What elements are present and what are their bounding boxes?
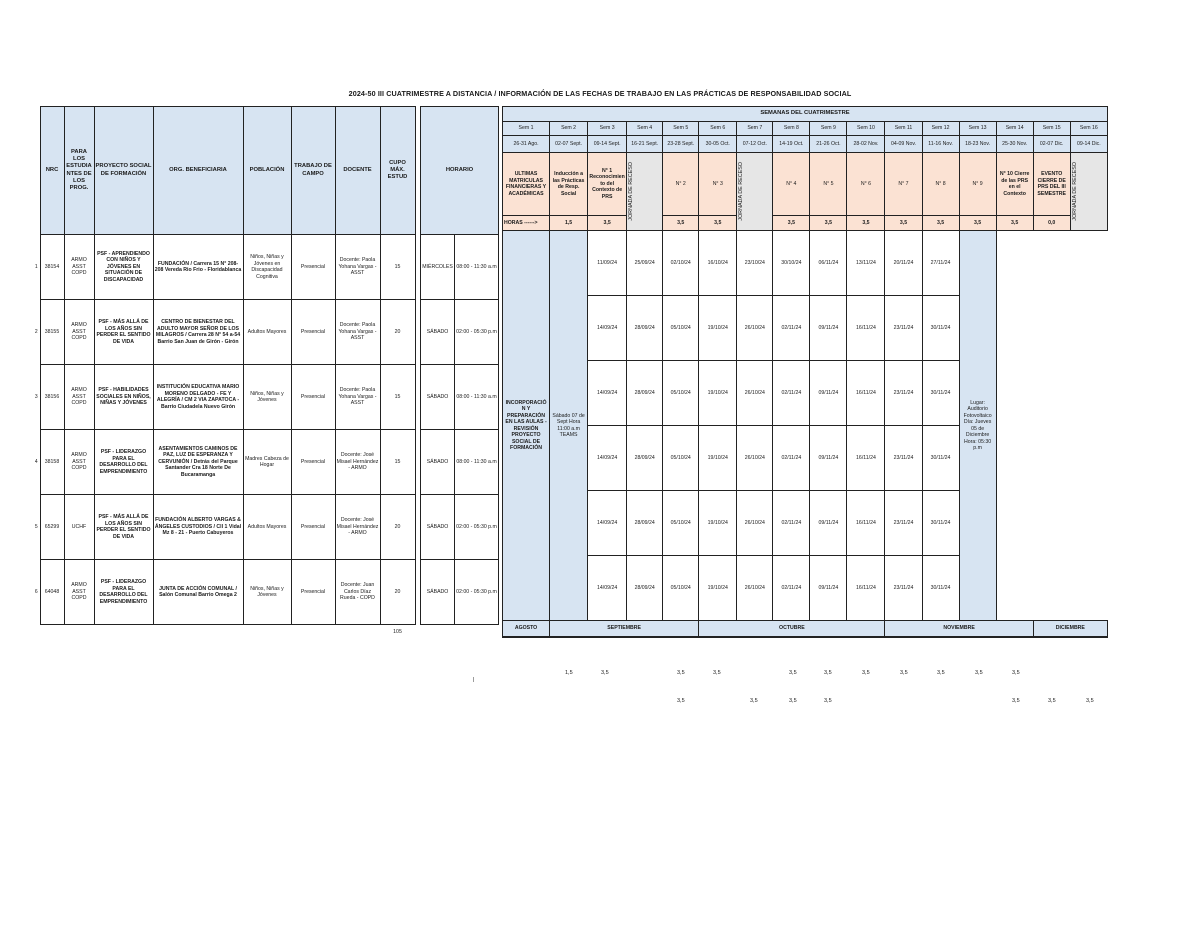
activity-sem9: N° 5 <box>810 153 847 216</box>
cell-dia: SÁBADO <box>421 560 455 625</box>
cell-trabajo: Presencial <box>291 560 335 625</box>
table-row <box>33 235 415 300</box>
date-sem11: 09/11/24 <box>810 426 847 491</box>
row-number: 1 <box>34 263 38 270</box>
date-sem6: 05/10/24 <box>663 296 699 361</box>
date-sem13: 23/11/24 <box>885 361 922 426</box>
activity-sem15: EVENTO CIERRE DE PRS DEL III SEMESTRE <box>1033 153 1070 216</box>
horas-sem13: 3,5 <box>959 216 996 231</box>
cell-nrc: 38154 <box>40 235 64 300</box>
date-sem11: 09/11/24 <box>810 491 847 556</box>
horas-sem14: 3,5 <box>996 216 1033 231</box>
cell-hora: 02:00 - 05:30 p.m <box>455 300 499 365</box>
date-sem13: 23/11/24 <box>885 491 922 556</box>
table-row <box>33 560 415 625</box>
horas-sem12: 3,5 <box>922 216 959 231</box>
activity-sem11: N° 7 <box>885 153 922 216</box>
horario-row <box>421 430 499 495</box>
footer-hours: 3,5 <box>1086 698 1094 704</box>
date-sem5: 28/09/24 <box>627 491 663 556</box>
footer-hours: 3,5 <box>862 670 870 676</box>
date-sem10: 02/11/24 <box>773 491 810 556</box>
cell-org: CENTRO DE BIENESTAR DEL ADULTO MAYOR SEÑOR DE LOS MILAGROS / Carrera 28 N° 54 a-54 Barrio San Juan de Girón - Girón <box>153 300 243 365</box>
table-row <box>33 300 415 365</box>
date-sem11: 09/11/24 <box>810 296 847 361</box>
footer-hours: 3,5 <box>677 698 685 704</box>
week-date: 30-05 Oct. <box>699 136 737 153</box>
weeks-row <box>503 426 1108 491</box>
weeks-row <box>503 296 1108 361</box>
row-number: 6 <box>34 588 38 595</box>
footer-hours: 3,5 <box>975 670 983 676</box>
date-sem10: 02/11/24 <box>773 361 810 426</box>
activity-sem5: N° 2 <box>663 153 699 216</box>
footer-hours: 1,5 <box>565 670 573 676</box>
header-horario: HORARIO <box>421 107 499 235</box>
week-date: 26-31 Ago. <box>503 136 550 153</box>
date-sem12: 16/11/24 <box>847 361 885 426</box>
week-name: Sem 13 <box>959 122 996 136</box>
date-sem9: 23/10/24 <box>737 231 773 296</box>
week-date: 28-02 Nov. <box>847 136 885 153</box>
cell-org: FUNDACIÓN ALBERTO VARGAS & ÁNGELES CUSTODIOS / Cll 1 Vidal Mz 8 - 21 - Puerto Cabuyeros <box>153 495 243 560</box>
month-label: OCTUBRE <box>699 621 885 637</box>
footer-hours: 3,5 <box>789 698 797 704</box>
date-sem12: 16/11/24 <box>847 556 885 621</box>
cell-proyecto: PSF - LIDERAZGO PARA EL DESARROLLO DEL EMPRENDIMIENTO <box>94 430 153 495</box>
cell-poblacion: Madres Cabeza de Hogar <box>243 430 291 495</box>
cell-hora: 08:00 - 11:30 a.m <box>455 365 499 430</box>
week-date: 21-26 Oct. <box>810 136 847 153</box>
receso-column <box>1070 153 1107 231</box>
date-sem10: 30/10/24 <box>773 231 810 296</box>
cell-org: ASENTAMIENTOS CAMINOS DE PAZ, LUZ DE ESPERANZA Y CERVUNIÓN / Detrás del Parque Santander Cra 18 Norte De Bucaramanga <box>153 430 243 495</box>
horas-sem5: 3,5 <box>663 216 699 231</box>
week-name: Sem 9 <box>810 122 847 136</box>
month-label: SEPTIEMBRE <box>550 621 699 637</box>
cell-nrc: 64048 <box>40 560 64 625</box>
week-date: 16-21 Sept. <box>627 136 663 153</box>
week-date: 11-16 Nov. <box>922 136 959 153</box>
date-sem3: 14/09/24 <box>588 296 627 361</box>
date-sem9: 26/10/24 <box>737 556 773 621</box>
projects-table <box>33 106 416 639</box>
cell-cupo: 15 <box>380 235 415 300</box>
week-name: Sem 16 <box>1070 122 1107 136</box>
date-sem13: 23/11/24 <box>885 556 922 621</box>
date-sem14: 30/11/24 <box>922 361 959 426</box>
week-name: Sem 2 <box>550 122 588 136</box>
cell-hora: 02:00 - 05:30 p.m <box>455 495 499 560</box>
month-label: NOVIEMBRE <box>885 621 1033 637</box>
horas-sem6: 3,5 <box>699 216 737 231</box>
footer-hours: 3,5 <box>789 670 797 676</box>
activity-sem10: N° 6 <box>847 153 885 216</box>
date-sem9: 26/10/24 <box>737 296 773 361</box>
weeks-row <box>503 556 1108 621</box>
header-docente: DOCENTE <box>335 107 380 235</box>
cell-dia: SÁBADO <box>421 300 455 365</box>
cell-nrc: 38158 <box>40 430 64 495</box>
horas-sem3: 3,5 <box>588 216 627 231</box>
activity-sem1: ULTIMAS MATRICULAS FINANCIERAS Y ACADÉMICAS <box>503 153 550 216</box>
merged-sem2: Sábado 07 de Sept Hora 11:00 a.m TEAMS <box>550 231 588 621</box>
date-sem12: 16/11/24 <box>847 426 885 491</box>
cell-nrc: 38156 <box>40 365 64 430</box>
date-sem8: 19/10/24 <box>699 361 737 426</box>
date-sem3: 14/09/24 <box>588 426 627 491</box>
header-trabajo: TRABAJO DE CAMPO <box>291 107 335 235</box>
month-label: AGOSTO <box>503 621 550 637</box>
row-number: 3 <box>34 393 38 400</box>
date-sem3: 11/09/24 <box>588 231 627 296</box>
week-date: 18-23 Nov. <box>959 136 996 153</box>
table-row <box>33 495 415 560</box>
receso-column <box>737 153 773 231</box>
week-date: 23-28 Sept. <box>663 136 699 153</box>
page-title: 2024-50 III CUATRIMESTRE A DISTANCIA / INFORMACIÓN DE LAS FECHAS DE TRABAJO EN LAS PRÁCTICAS DE RESPONSABILIDAD SOCIAL <box>348 89 852 98</box>
date-sem8: 19/10/24 <box>699 491 737 556</box>
header-cupo: CUPO MÁX. ESTUD <box>380 107 415 235</box>
table-row <box>33 430 415 495</box>
cell-para: UCHF <box>64 495 94 560</box>
merged-sem15: Lugar: Auditorio Fotovoltaico Día: Jueves 05 de Diciembre Hora: 05:30 p.m <box>959 231 996 621</box>
cell-docente: Docente: José Misael Hernández - ARMO <box>335 495 380 560</box>
cell-org: FUNDACIÓN / Carrera 15 N° 208-208 Vereda Rio Frio - Floridablanca <box>153 235 243 300</box>
cell-cupo: 20 <box>380 495 415 560</box>
week-name: Sem 8 <box>773 122 810 136</box>
cell-hora: 08:00 - 11:30 a.m <box>455 430 499 495</box>
horas-sem9: 3,5 <box>810 216 847 231</box>
header-proyecto: PROYECTO SOCIAL DE FORMACIÓN <box>94 107 153 235</box>
header-poblacion: POBLACIÓN <box>243 107 291 235</box>
cell-nrc: 38155 <box>40 300 64 365</box>
cell-docente: Docente: Paola Yohana Vargas - ASST <box>335 300 380 365</box>
activity-sem3: N° 1 Reconocimiento del Contexto de PRS <box>588 153 627 216</box>
receso-label: JORNADA DE RECESO <box>628 162 635 221</box>
date-sem8: 19/10/24 <box>699 556 737 621</box>
date-sem5: 28/09/24 <box>627 426 663 491</box>
footer-hours: 3,5 <box>824 670 832 676</box>
date-sem10: 02/11/24 <box>773 556 810 621</box>
date-sem5: 28/09/24 <box>627 556 663 621</box>
horario-row <box>421 365 499 430</box>
activity-sem13: N° 9 <box>959 153 996 216</box>
activity-sem2: Inducción a las Prácticas de Resp. Social <box>550 153 588 216</box>
date-sem14: 30/11/24 <box>922 426 959 491</box>
cell-hora: 02:00 - 05:30 p.m <box>455 560 499 625</box>
date-sem6: 02/10/24 <box>663 231 699 296</box>
cell-poblacion: Adultos Mayores <box>243 495 291 560</box>
horario-row <box>421 560 499 625</box>
row-number: 2 <box>34 328 38 335</box>
footer-hours: 3,5 <box>713 670 721 676</box>
horario-row <box>421 235 499 300</box>
cell-org: INSTITUCIÓN EDUCATIVA MARIO MORENO DELGADO - FE Y ALEGRÍA / CM 2 VIA ZAPATOCA - Barrio Ciudadela Nuevo Girón <box>153 365 243 430</box>
date-sem14: 27/11/24 <box>922 231 959 296</box>
horas-sem10: 3,5 <box>847 216 885 231</box>
week-date: 02-07 Sept. <box>550 136 588 153</box>
week-date: 09-14 Sept. <box>588 136 627 153</box>
activity-sem6: N° 3 <box>699 153 737 216</box>
footer-mark: | <box>473 677 475 683</box>
receso-label: JORNADA DE RECESO <box>738 162 745 221</box>
cell-poblacion: Niños, Niñas y Jóvenes en Discapacidad Cognitiva <box>243 235 291 300</box>
date-sem10: 02/11/24 <box>773 426 810 491</box>
merged-sem1: INCORPORACIÓN Y PREPARACIÓN EN LAS AULAS - REVISIÓN PROYECTO SOCIAL DE FORMACIÓN <box>503 231 550 621</box>
date-sem6: 05/10/24 <box>663 426 699 491</box>
date-sem14: 30/11/24 <box>922 556 959 621</box>
cell-para: ARMO ASST COPD <box>64 430 94 495</box>
cell-docente: Docente: Paola Yohana Vargas - ASST <box>335 365 380 430</box>
week-date: 07-12 Oct. <box>737 136 773 153</box>
weeks-title: SEMANAS DEL CUATRIMESTRE <box>503 107 1108 122</box>
total-cupo: 105 <box>393 628 402 635</box>
footer-hours: 3,5 <box>1012 698 1020 704</box>
header-para: PARA LOS ESTUDIANTES DE LOS PROG. <box>64 107 94 235</box>
week-name: Sem 6 <box>699 122 737 136</box>
cell-dia: SÁBADO <box>421 430 455 495</box>
date-sem8: 19/10/24 <box>699 426 737 491</box>
cell-para: ARMO ASST COPD <box>64 235 94 300</box>
week-date: 02-07 Dic. <box>1033 136 1070 153</box>
cell-poblacion: Adultos Mayores <box>243 300 291 365</box>
date-sem5: 28/09/24 <box>627 361 663 426</box>
cell-para: ARMO ASST COPD <box>64 365 94 430</box>
footer-hours: 3,5 <box>824 698 832 704</box>
cell-trabajo: Presencial <box>291 300 335 365</box>
cell-proyecto: PSF - APRENDIENDO CON NIÑOS Y JÓVENES EN SITUACIÓN DE DISCAPACIDAD <box>94 235 153 300</box>
footer-hours: 3,5 <box>1048 698 1056 704</box>
row-number: 4 <box>34 458 38 465</box>
date-sem10: 02/11/24 <box>773 296 810 361</box>
cell-cupo: 15 <box>380 365 415 430</box>
header-org: ORG. BENEFICIARIA <box>153 107 243 235</box>
cell-proyecto: PSF - LIDERAZGO PARA EL DESARROLLO DEL EMPRENDIMIENTO <box>94 560 153 625</box>
date-sem3: 14/09/24 <box>588 361 627 426</box>
date-sem14: 30/11/24 <box>922 296 959 361</box>
activity-sem8: N° 4 <box>773 153 810 216</box>
week-date: 14-19 Oct. <box>773 136 810 153</box>
cell-hora: 08:00 - 11:30 a.m <box>455 235 499 300</box>
date-sem9: 26/10/24 <box>737 426 773 491</box>
horas-sem11: 3,5 <box>885 216 922 231</box>
month-label: DICIEMBRE <box>1033 621 1107 637</box>
cell-cupo: 20 <box>380 560 415 625</box>
week-name: Sem 4 <box>627 122 663 136</box>
horario-row <box>421 300 499 365</box>
horario-row <box>421 495 499 560</box>
date-sem6: 05/10/24 <box>663 361 699 426</box>
date-sem11: 06/11/24 <box>810 231 847 296</box>
footer-hours: 3,5 <box>750 698 758 704</box>
date-sem3: 14/09/24 <box>588 556 627 621</box>
header-nrc: NRC <box>40 107 64 235</box>
cell-poblacion: Niños, Niñas y Jóvenes <box>243 560 291 625</box>
date-sem13: 23/11/24 <box>885 426 922 491</box>
receso-column <box>627 153 663 231</box>
date-sem6: 05/10/24 <box>663 556 699 621</box>
horas-sem15: 0,0 <box>1033 216 1070 231</box>
weeks-table <box>502 106 1108 638</box>
table-row <box>33 365 415 430</box>
cell-trabajo: Presencial <box>291 365 335 430</box>
date-sem12: 16/11/24 <box>847 491 885 556</box>
week-name: Sem 11 <box>885 122 922 136</box>
activity-sem12: N° 8 <box>922 153 959 216</box>
cell-poblacion: Niños, Niñas y Jóvenes <box>243 365 291 430</box>
footer-hours: 3,5 <box>1012 670 1020 676</box>
week-name: Sem 5 <box>663 122 699 136</box>
footer-hours: 3,5 <box>601 670 609 676</box>
date-sem9: 26/10/24 <box>737 361 773 426</box>
cell-proyecto: PSF - MÁS ALLÁ DE LOS AÑOS SIN PERDER EL SENTIDO DE VIDA <box>94 495 153 560</box>
week-name: Sem 1 <box>503 122 550 136</box>
week-date: 09-14 Dic. <box>1070 136 1107 153</box>
week-name: Sem 7 <box>737 122 773 136</box>
cell-trabajo: Presencial <box>291 495 335 560</box>
row-number: 5 <box>34 523 38 530</box>
cell-org: JUNTA DE ACCIÓN COMUNAL / Salón Comunal Barrio Omega 2 <box>153 560 243 625</box>
date-sem11: 09/11/24 <box>810 556 847 621</box>
footer-hours: 3,5 <box>677 670 685 676</box>
date-sem8: 19/10/24 <box>699 296 737 361</box>
cell-proyecto: PSF - MÁS ALLÁ DE LOS AÑOS SIN PERDER EL SENTIDO DE VIDA <box>94 300 153 365</box>
date-sem11: 09/11/24 <box>810 361 847 426</box>
date-sem8: 16/10/24 <box>699 231 737 296</box>
receso-label: JORNADA DE RECESO <box>1071 162 1078 221</box>
date-sem5: 28/09/24 <box>627 296 663 361</box>
cell-trabajo: Presencial <box>291 235 335 300</box>
cell-docente: Docente: Paola Yohana Vargas - ASST <box>335 235 380 300</box>
date-sem13: 20/11/24 <box>885 231 922 296</box>
week-name: Sem 10 <box>847 122 885 136</box>
weeks-row <box>503 231 1108 296</box>
date-sem13: 23/11/24 <box>885 296 922 361</box>
week-date: 25-30 Nov. <box>996 136 1033 153</box>
week-name: Sem 12 <box>922 122 959 136</box>
horas-sem2: 1,5 <box>550 216 588 231</box>
cell-trabajo: Presencial <box>291 430 335 495</box>
horario-table <box>420 106 499 625</box>
cell-cupo: 20 <box>380 300 415 365</box>
date-sem14: 30/11/24 <box>922 491 959 556</box>
cell-docente: Docente: Juan Carlos Díaz Rueda - COPD <box>335 560 380 625</box>
footer-hours: 3,5 <box>900 670 908 676</box>
cell-nrc: 65299 <box>40 495 64 560</box>
weeks-row <box>503 361 1108 426</box>
cell-cupo: 15 <box>380 430 415 495</box>
horas-sem8: 3,5 <box>773 216 810 231</box>
date-sem5: 25/09/24 <box>627 231 663 296</box>
cell-para: ARMO ASST COPD <box>64 300 94 365</box>
cell-docente: Docente: José Misael Hernández - ARMO <box>335 430 380 495</box>
date-sem6: 05/10/24 <box>663 491 699 556</box>
date-sem3: 14/09/24 <box>588 491 627 556</box>
horas-label: HORAS ------> <box>503 216 550 231</box>
cell-proyecto: PSF - HABILIDADES SOCIALES EN NIÑOS, NIÑAS Y JÓVENES <box>94 365 153 430</box>
week-date: 04-09 Nov. <box>885 136 922 153</box>
cell-dia: MIÉRCOLES <box>421 235 455 300</box>
footer-hours: 3,5 <box>937 670 945 676</box>
cell-para: ARMO ASST COPD <box>64 560 94 625</box>
week-name: Sem 3 <box>588 122 627 136</box>
cell-dia: SÁBADO <box>421 365 455 430</box>
cell-dia: SÁBADO <box>421 495 455 560</box>
date-sem12: 16/11/24 <box>847 296 885 361</box>
activity-sem14: N° 10 Cierre de las PRS en el Contexto <box>996 153 1033 216</box>
date-sem12: 13/11/24 <box>847 231 885 296</box>
week-name: Sem 15 <box>1033 122 1070 136</box>
weeks-row <box>503 491 1108 556</box>
week-name: Sem 14 <box>996 122 1033 136</box>
date-sem9: 26/10/24 <box>737 491 773 556</box>
